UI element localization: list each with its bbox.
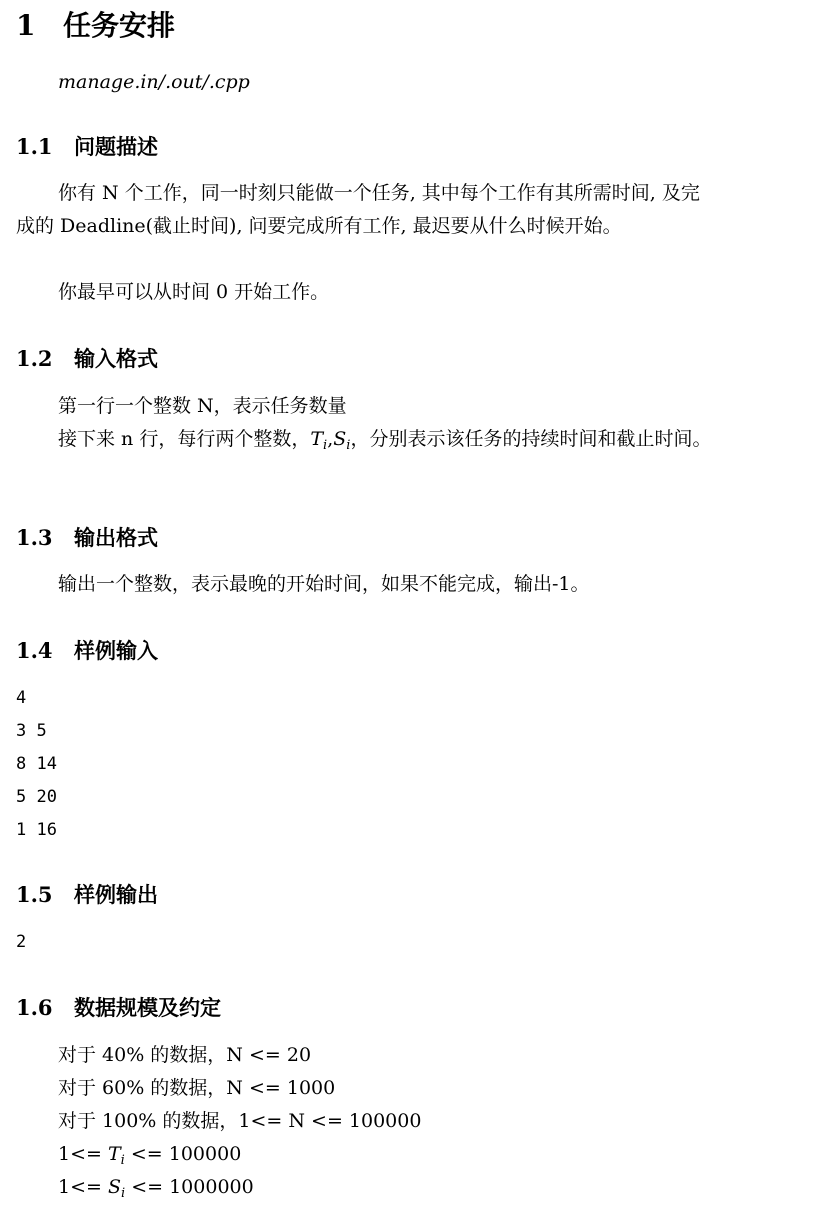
var-s: S [107,1176,121,1198]
section-title: 数据规模及约定 [74,995,221,1020]
page-title [16,4,175,48]
sample-input-line: 8 14 [16,754,57,774]
section-title: 样例输出 [74,882,158,907]
section-title: 输出格式 [74,525,158,550]
section-title: 样例输入 [74,638,158,663]
sample-input-line: 3 5 [16,721,47,741]
section-number: 1.6 [16,995,53,1020]
title-number: 1 [16,9,36,42]
section-heading-constraints [16,993,221,1023]
section-heading-input [16,344,158,374]
section-title: 输入格式 [74,346,158,371]
comma: , [327,428,334,450]
section-number: 1.4 [16,638,53,663]
constraint-line-1: 对于 40% 的数据，N <= 20 [58,1044,312,1066]
sample-input-line: 5 20 [16,787,57,807]
constraint-line-5 [58,1171,254,1210]
sample-input-line: 1 16 [16,820,57,840]
constraint-prefix: 1<= [58,1143,108,1165]
section-title: 问题描述 [74,134,158,159]
var-t: T [107,1143,121,1165]
constraint-suffix: <= 100000 [124,1143,242,1165]
section-number: 1.1 [16,134,53,159]
section-heading-sample-input [16,636,158,666]
input-line-2-prefix: 接下来 n 行，每行两个整数， [58,428,311,450]
output-line-1: 输出一个整数，表示最晚的开始时间，如果不能完成，输出-1。 [58,573,590,595]
section-number: 1.2 [16,346,53,371]
var-t: T [310,428,324,450]
input-line-1: 第一行一个整数 N，表示任务数量 [58,395,347,417]
sub-i: i [346,438,351,453]
title-text: 任务安排 [63,9,176,42]
constraint-line-3: 对于 100% 的数据，1<= N <= 100000 [58,1110,422,1132]
constraint-line-2: 对于 60% 的数据，N <= 1000 [58,1077,336,1099]
sample-output-line: 2 [16,932,27,952]
constraint-prefix: 1<= [58,1176,108,1198]
constraint-suffix: <= 1000000 [125,1176,254,1198]
problem-paragraph-2: 你最早可以从时间 0 开始工作。 [58,281,330,303]
var-s: S [333,428,347,450]
sub-i: i [323,438,328,453]
input-line-2 [16,423,716,462]
section-heading-output [16,523,158,553]
section-heading-problem [16,132,158,162]
section-number: 1.5 [16,882,53,907]
sample-input-line: 4 [16,688,27,708]
problem-paragraph-1: 你有 N 个工作，同一时刻只能做一个任务, 其中每个工作有其所需时间, 及完成的 Deadline(截止时间), 问要完成所有工作, 最迟要从什么时候开始。 [16,182,700,237]
input-line-2-suffix: ，分别表示该任务的持续时间和截止时间。 [350,428,712,450]
section-number: 1.3 [16,525,53,550]
filename-label: manage.in/.out/.cpp [58,71,250,93]
sub-i: i [120,1153,125,1168]
section-heading-sample-output [16,880,158,910]
sub-i: i [121,1186,126,1201]
